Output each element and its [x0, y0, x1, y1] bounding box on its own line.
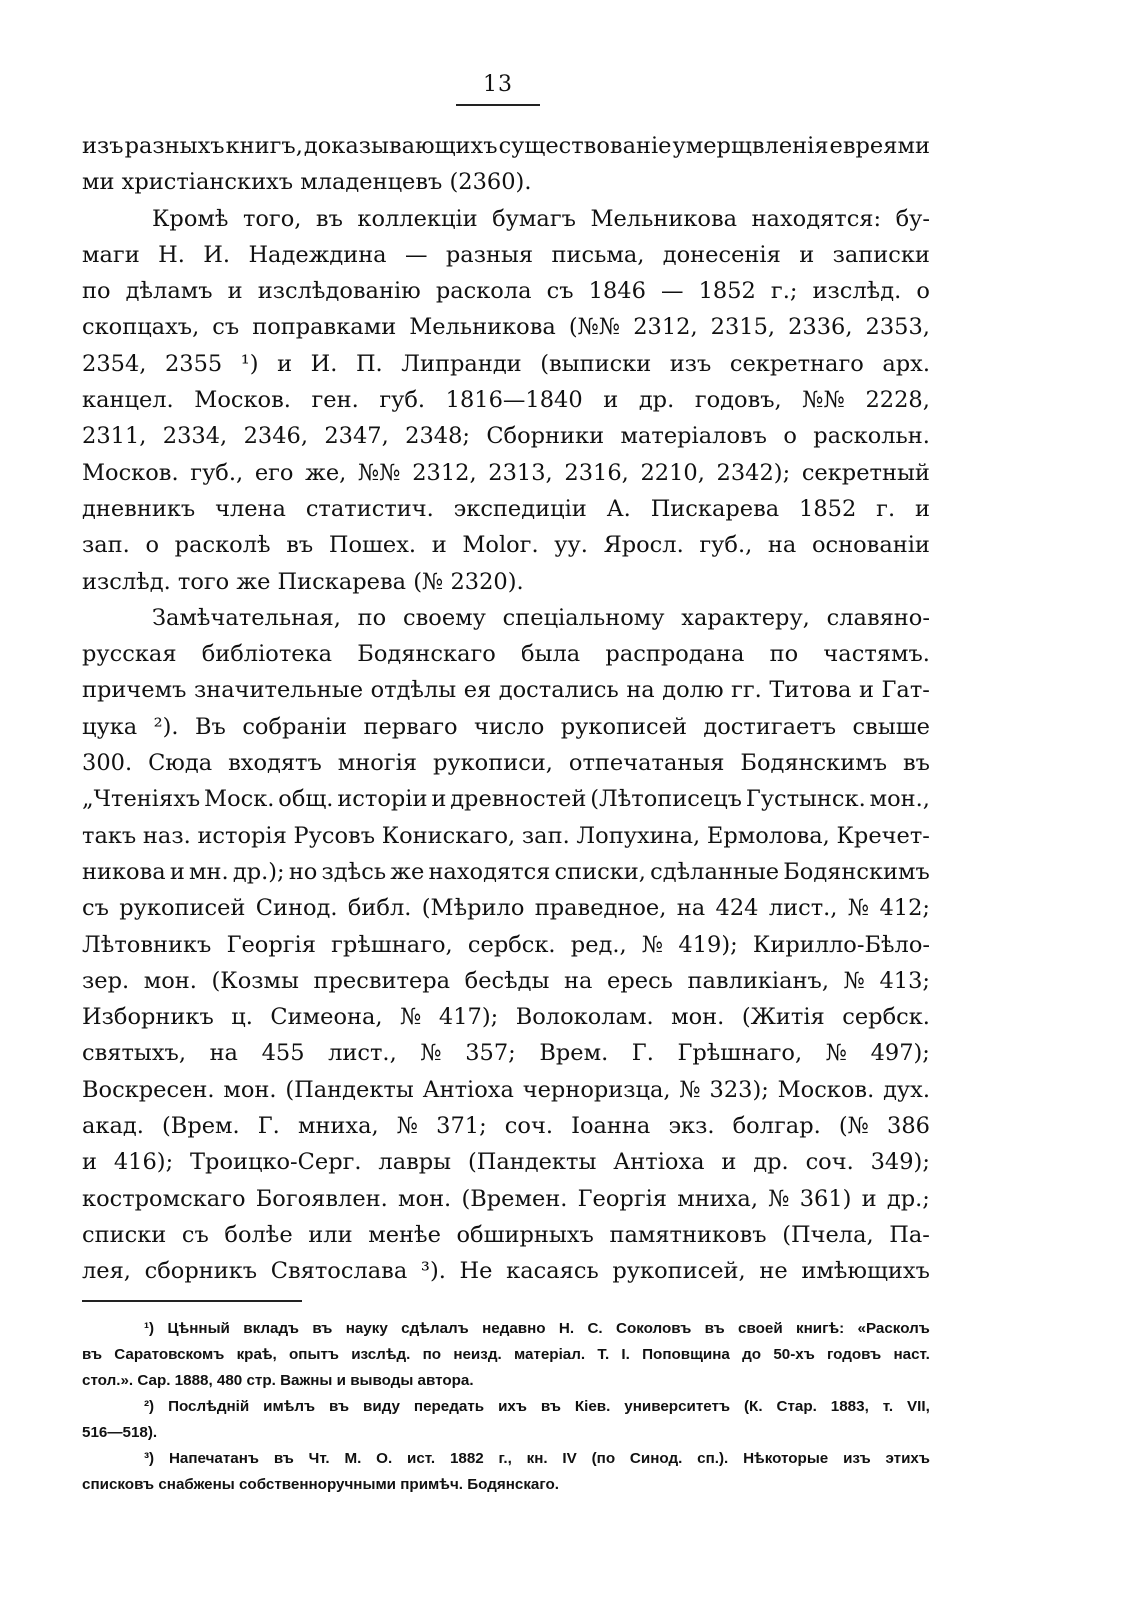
body-text: [82, 128, 930, 1290]
text-line: костромскаго Богоявлен. мон. (Времен. Георгія мниха, № 361) и др.;: [82, 1185, 930, 1212]
text-line: никова и мн. др.); но здѣсь же находятся списки, сдѣланные Бодянскимъ: [82, 858, 930, 885]
text-line: Лѣтовникъ Георгія грѣшнаго, сербск. ред., № 419); Кирилло-Бѣло-: [82, 931, 930, 958]
text-line: и 416); Троицко-Серг. лавры (Пандекты Антіоха и др. соч. 349);: [82, 1149, 930, 1176]
footnote-line: списковъ снабжены собственноручными примѣч. Бодянскаго.: [82, 1476, 559, 1493]
text-line: 300. Сюда входятъ многія рукописи, отпечатаныя Бодянскимъ въ: [82, 750, 930, 777]
text-line: скопцахъ, съ поправками Мельникова (№№ 2312, 2315, 2336, 2353,: [82, 314, 930, 341]
text-line: Замѣчательная, по своему спеціальному характеру, славяно-: [152, 604, 930, 631]
text-line: Воскресен. мон. (Пандекты Антіоха черноризца, № 323); Москов. дух.: [82, 1076, 930, 1103]
text-line: зап. о расколѣ въ Пошех. и Мolог. уу. Яросл. губ., на основаніи: [82, 532, 930, 559]
text-line: съ рукописей Синод. библ. (Мѣрило праведное, на 424 лист., № 412;: [82, 895, 930, 922]
text-line: маги Н. И. Надеждина — разныя письма, донесенія и записки: [82, 241, 930, 268]
text-line: дневникъ члена статистич. экспедиціи А. Пискарева 1852 г. и: [82, 495, 930, 522]
text-line: изслѣд. того же Пискарева (№ 2320).: [82, 568, 524, 595]
footnote-line: въ Саратовскомъ краѣ, опытъ изслѣд. по неизд. матеріал. Т. І. Поповщина до 50-хъ годовъ наст.: [82, 1346, 930, 1363]
text-line: ми христіанскихъ младенцевъ (2360).: [82, 169, 532, 196]
text-line: святыхъ, на 455 лист., № 357; Врем. Г. Грѣшнаго, № 497);: [82, 1040, 930, 1067]
text-line: лея, сборникъ Святослава ³). Не касаясь рукописей, не имѣющихъ: [82, 1258, 930, 1285]
text-line: Изборникъ ц. Симеона, № 417); Волоколам. мон. (Житія сербск.: [82, 1004, 930, 1031]
text-line: Москов. губ., его же, №№ 2312, 2313, 2316, 2210, 2342); секретный: [82, 459, 930, 486]
footnotes: [82, 1316, 930, 1498]
footnote-line: 516—518).: [82, 1424, 158, 1441]
footnote-line: стол.». Сар. 1888, 480 стр. Важны и выводы автора.: [82, 1372, 474, 1389]
text-line: Кромѣ того, въ коллекціи бумагъ Мельникова находятся: бу-: [152, 205, 930, 232]
text-line: причемъ значительные отдѣлы ея достались на долю гг. Титова и Гат-: [82, 677, 930, 704]
text-line: акад. (Врем. Г. мниха, № 371; соч. Іоанна экз. болгар. (№ 386: [82, 1113, 930, 1140]
text-line: 2311, 2334, 2346, 2347, 2348; Сборники матеріаловъ о раскольн.: [82, 423, 930, 450]
text-line: зер. мон. (Козмы пресвитера бесѣды на ересь павликіанъ, № 413;: [82, 967, 930, 994]
footnote-line: ²) Послѣдній имѣлъ въ виду передать ихъ въ Кіев. университетъ (К. Стар. 1883, т. VII,: [144, 1398, 930, 1415]
text-line: списки съ болѣе или менѣе обширныхъ памятниковъ (Пчела, Па-: [82, 1221, 930, 1248]
text-line: изъ разныхъ книгъ, доказывающихъ существованіе умерщвленія евреями: [82, 133, 930, 159]
footnote-line: ¹) Цѣнный вкладъ въ науку сдѣлалъ недавно Н. С. Соколовъ въ своей книгѣ: «Расколъ: [144, 1320, 930, 1337]
text-line: русская библіотека Бодянскаго была распродана по частямъ.: [82, 641, 930, 668]
footnote-rule: [82, 1300, 302, 1302]
footnote-line: ³) Напечатанъ въ Чт. М. О. ист. 1882 г., кн. IV (по Синод. сп.). Нѣкоторые изъ этихъ: [144, 1450, 930, 1467]
page-number: 13: [483, 72, 513, 97]
text-line: по дѣламъ и изслѣдованію раскола съ 1846 — 1852 г.; изслѣд. о: [82, 278, 930, 305]
text-line: такъ наз. исторія Русовъ Конискаго, зап. Лопухина, Ермолова, Кречет-: [82, 822, 930, 849]
text-line: 2354, 2355 ¹) и И. П. Липранди (выписки изъ секретнаго арх.: [82, 350, 930, 377]
text-line: „Чтеніяхъ Моск. общ. исторіи и древностей (Лѣтописецъ Густынск. мон.,: [82, 786, 930, 813]
page-number-rule: [456, 104, 540, 106]
text-line: канцел. Москов. ген. губ. 1816—1840 и др. годовъ, №№ 2228,: [82, 387, 930, 414]
text-line: цука ²). Въ собраніи перваго число рукописей достигаетъ свыше: [82, 713, 930, 740]
